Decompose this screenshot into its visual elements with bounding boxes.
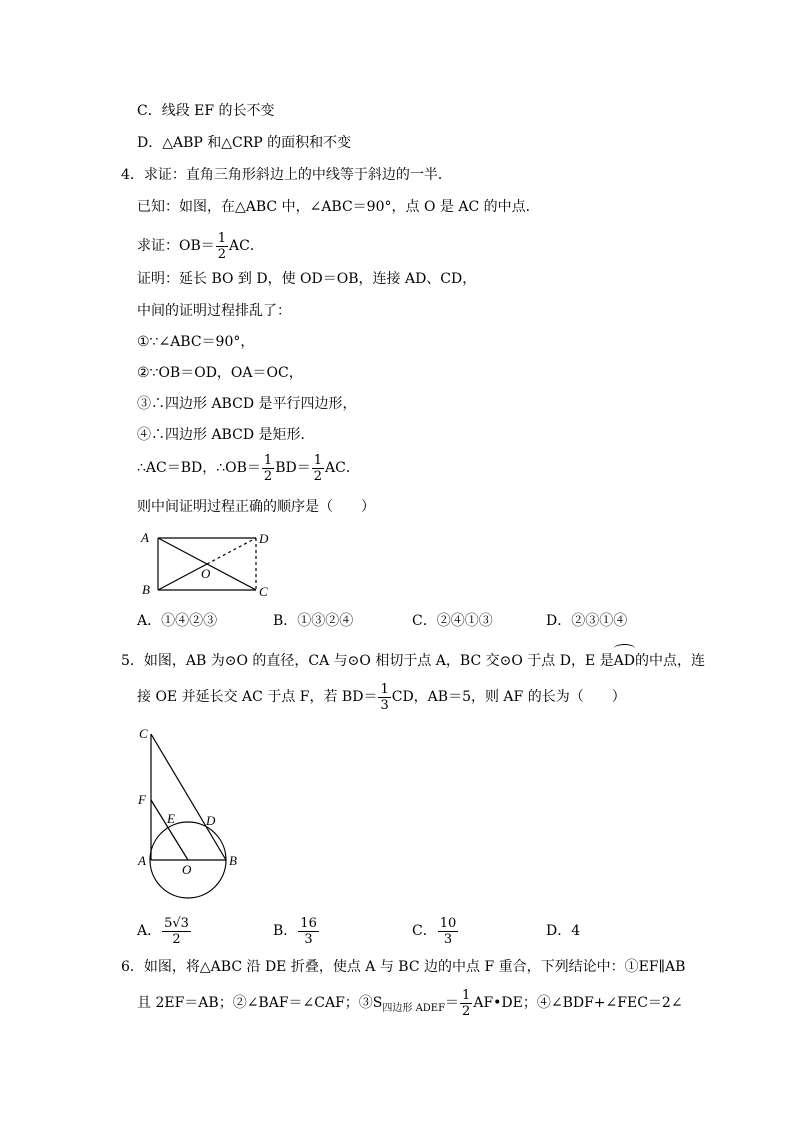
point-d-label: D [259, 531, 269, 546]
point-a-label: A [141, 530, 149, 545]
q4-stem: 4．求证：直角三角形斜边上的中线等于斜边的一半． [121, 167, 452, 183]
q4-proof-intro: 证明：延长 BO 到 D，使 OD＝OB，连接 AD、CD， [137, 271, 477, 287]
fraction-numerator: 1 [313, 452, 322, 468]
point-o-label: O [182, 862, 192, 877]
segment-cb [151, 734, 226, 860]
q4-conclusion-fraction-2 [312, 453, 324, 484]
fraction-numerator: 1 [380, 681, 389, 697]
fraction-numerator: 5√3 [164, 915, 189, 931]
point-o-label: O [201, 566, 211, 581]
segment-fo [151, 800, 188, 860]
q5-option-c[interactable] [412, 912, 459, 950]
fraction-denominator: 2 [263, 468, 273, 484]
q4-shuffled-note: 中间的证明过程排乱了： [137, 303, 291, 319]
q4-prove-prefix: 求证：OB＝ [137, 238, 215, 254]
q5-line-1 [121, 651, 705, 671]
q6-line-2-part-b: ＝ [445, 995, 460, 1011]
segment-od [207, 538, 256, 564]
q5-option-b-fraction [298, 916, 319, 947]
q4-conclusion-fraction-1 [262, 453, 274, 484]
q4-prove [137, 229, 264, 263]
q6-line-2-part-c: AF•DE；④∠BDF+∠FEC＝2∠ [473, 995, 683, 1011]
point-d-label: D [206, 813, 216, 828]
q4-question: 则中间证明过程正确的顺序是（ ） [137, 499, 375, 515]
fraction-denominator: 2 [462, 1003, 471, 1019]
q4-step-4: ④∴四边形 ABCD 是矩形． [137, 427, 315, 443]
point-b-label: B [142, 582, 150, 597]
q4-conclusion-part-b: BD＝ [275, 460, 311, 476]
fraction-denominator: 2 [172, 931, 181, 947]
q5-line-2-part-b: CD，AB＝5，则 AF 的长为（ ） [391, 689, 626, 705]
q6-line-2 [137, 985, 683, 1027]
q6-line-1: 6．如图，将△ABC 沿 DE 折叠，使点 A 与 BC 边的中点 F 重合，下列结论中：①EF∥AB [121, 959, 686, 975]
q5-line-1-part-b: 的中点，连 [634, 653, 705, 669]
q3-option-d: D．△ABP 和△CRP 的面积和不变 [137, 135, 352, 151]
q5-option-c-fraction [438, 916, 459, 947]
fraction-numerator: 1 [263, 452, 273, 468]
q4-option-b[interactable]: B．①③②④ [273, 613, 354, 629]
q5-option-d[interactable]: D．4 [546, 923, 581, 939]
point-b-label: B [229, 853, 237, 868]
q4-step-1: ①∵∠ABC＝90°， [137, 334, 255, 350]
q5-option-a-fraction [162, 916, 191, 947]
fraction-numerator: 10 [439, 915, 457, 931]
q4-step-2: ②∵OB＝OD，OA＝OC， [137, 365, 303, 381]
q4-step-3: ③∴四边形 ABCD 是平行四边形， [137, 396, 357, 412]
point-c-label: C [259, 584, 268, 599]
q6-line-2-part-a: 且 2EF＝AB；②∠BAF＝∠CAF；③S [137, 995, 383, 1011]
option-letter: C． [412, 923, 437, 939]
fraction-numerator: 1 [217, 230, 227, 246]
q4-option-d[interactable]: D．②③①④ [546, 613, 628, 629]
arc-ad: AD [613, 653, 635, 669]
q6-subscript: 四边形 ADEF [382, 1002, 446, 1014]
point-a-label: A [138, 853, 146, 868]
q4-conclusion-part-a: ∴AC＝BD，∴OB＝ [137, 460, 261, 476]
point-e-label: E [167, 811, 175, 826]
q4-figure [138, 528, 273, 600]
point-c-label: C [139, 726, 148, 741]
fraction-numerator: 1 [462, 987, 471, 1003]
q4-option-a[interactable]: A．①④②③ [137, 613, 218, 629]
q4-conclusion [137, 451, 360, 485]
q5-fraction [378, 682, 390, 713]
q4-option-c[interactable]: C．②④①③ [412, 613, 493, 629]
q5-figure [133, 722, 248, 902]
q5-option-a[interactable] [137, 912, 192, 950]
q5-line-1-part-a: 5．如图，AB 为⊙O 的直径，CA 与⊙O 相切于点 A，BC 交⊙O 于点 D，E 是 [121, 653, 614, 669]
q4-prove-fraction [216, 231, 228, 262]
q5-line-2 [137, 680, 626, 714]
fraction-denominator: 3 [380, 697, 389, 713]
q4-given: 已知：如图，在△ABC 中，∠ABC＝90°，点 O 是 AC 的中点． [137, 199, 540, 215]
q5-line-2-part-a: 接 OE 并延长交 AC 于点 F，若 BD＝ [137, 689, 378, 705]
fraction-denominator: 2 [313, 468, 322, 484]
fraction-denominator: 3 [443, 931, 453, 947]
fraction-numerator: 16 [300, 915, 317, 931]
q5-option-b[interactable] [273, 912, 320, 950]
option-letter: A． [137, 923, 162, 939]
segment-bo [158, 564, 207, 590]
option-letter: B． [273, 923, 298, 939]
point-f-label: F [138, 792, 146, 807]
fraction-denominator: 3 [304, 931, 313, 947]
fraction-denominator: 2 [217, 246, 227, 262]
q4-conclusion-part-c: AC． [325, 460, 360, 476]
q4-prove-suffix: AC． [229, 238, 264, 254]
q3-option-c: C．线段 EF 的长不变 [137, 103, 275, 119]
q6-fraction [460, 988, 472, 1019]
